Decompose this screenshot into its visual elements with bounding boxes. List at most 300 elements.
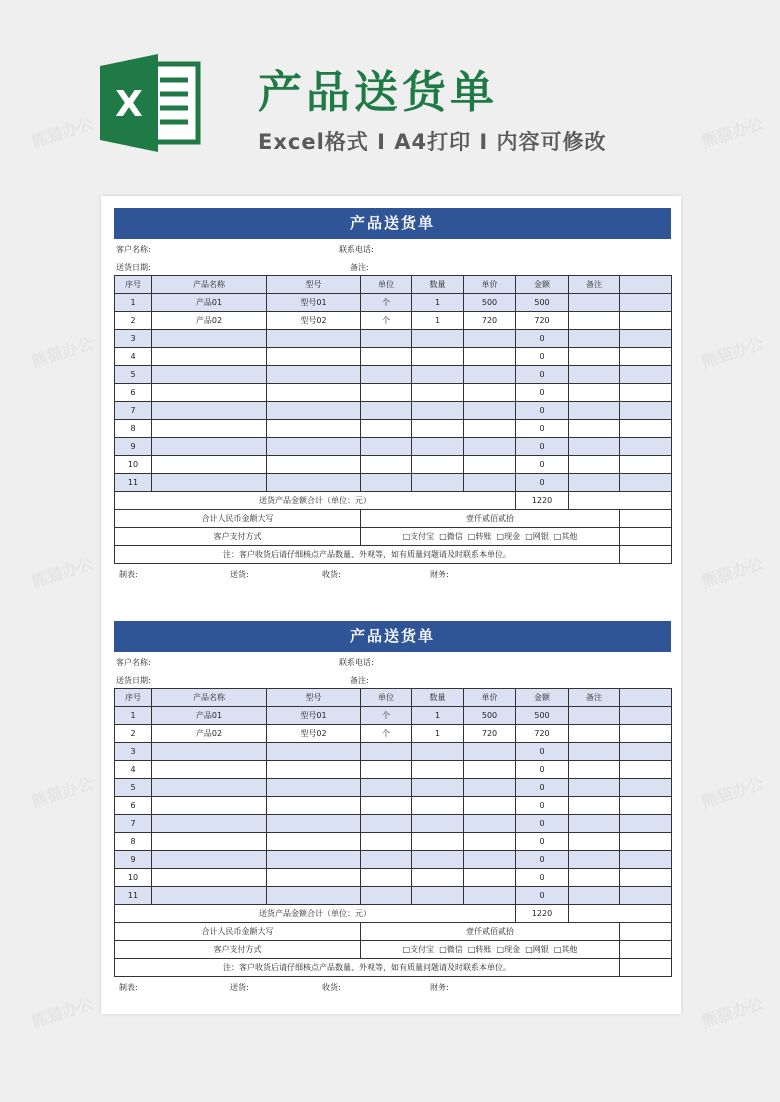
table-cell[interactable] xyxy=(267,348,361,366)
total-row xyxy=(115,492,672,510)
total-row xyxy=(115,905,672,923)
table-cell[interactable]: 1 xyxy=(412,707,464,725)
table-cell[interactable] xyxy=(361,474,412,492)
remark-label: 备注: xyxy=(350,676,369,685)
column-header: 数量 xyxy=(412,276,464,294)
column-header: 单价 xyxy=(464,689,516,707)
row-index-cell: 9 xyxy=(115,438,152,456)
note-text: 注：客户收货后请仔细核点产品数量、外观等，如有质量问题请及时联系本单位。 xyxy=(115,959,620,977)
form-title: 产品送货单 xyxy=(114,208,671,239)
table-cell[interactable] xyxy=(152,402,267,420)
table-row xyxy=(115,312,672,330)
table-cell[interactable] xyxy=(267,366,361,384)
table-cell[interactable] xyxy=(569,761,620,779)
table-row xyxy=(115,420,672,438)
table-cell[interactable] xyxy=(412,887,464,905)
table-cell[interactable] xyxy=(464,869,516,887)
table-cell[interactable] xyxy=(412,815,464,833)
watermark: 熊猫办公 xyxy=(28,113,96,152)
table-cell[interactable]: 0 xyxy=(516,348,569,366)
column-header: 备注 xyxy=(569,689,620,707)
table-cell[interactable] xyxy=(464,474,516,492)
table-cell[interactable] xyxy=(152,761,267,779)
delivery-note-2 xyxy=(114,621,671,994)
payment-option-cash[interactable]: □现金 xyxy=(496,532,521,541)
payment-row xyxy=(115,528,672,546)
receiver-label: 收货: xyxy=(322,983,341,992)
table-cell[interactable]: 500 xyxy=(464,294,516,312)
rmb-label: 合计人民币金额大写 xyxy=(115,923,361,941)
table-row xyxy=(115,743,672,761)
column-header: 单位 xyxy=(361,276,412,294)
table-cell[interactable] xyxy=(412,779,464,797)
watermark: 熊猫办公 xyxy=(698,333,766,372)
table-cell[interactable] xyxy=(267,779,361,797)
table-cell[interactable] xyxy=(464,420,516,438)
sender-label: 送货: xyxy=(230,983,249,992)
table-cell[interactable] xyxy=(620,887,672,905)
table-cell[interactable]: 个 xyxy=(361,707,412,725)
table-cell[interactable] xyxy=(267,384,361,402)
table-cell[interactable] xyxy=(464,779,516,797)
column-header xyxy=(620,689,672,707)
table-cell[interactable] xyxy=(361,330,412,348)
rmb-row xyxy=(115,510,672,528)
table-cell[interactable]: 个 xyxy=(361,725,412,743)
table-cell[interactable] xyxy=(620,438,672,456)
info-row xyxy=(114,670,671,688)
table-cell[interactable] xyxy=(267,851,361,869)
payment-label: 客户支付方式 xyxy=(115,941,361,959)
table-cell[interactable] xyxy=(152,420,267,438)
table-cell[interactable] xyxy=(569,330,620,348)
table-cell[interactable] xyxy=(620,725,672,743)
note-row xyxy=(115,546,672,564)
table-cell[interactable] xyxy=(620,779,672,797)
table-cell[interactable] xyxy=(361,384,412,402)
column-header: 单价 xyxy=(464,276,516,294)
customer-name-label: 客户名称: xyxy=(116,658,151,667)
table-cell[interactable] xyxy=(267,815,361,833)
payment-option-transfer[interactable]: □转账 xyxy=(467,532,492,541)
payment-options xyxy=(361,941,620,959)
table-cell[interactable] xyxy=(412,474,464,492)
column-header: 金额 xyxy=(516,689,569,707)
row-index-cell: 2 xyxy=(115,312,152,330)
table-row xyxy=(115,348,672,366)
table-cell[interactable]: 型号01 xyxy=(267,294,361,312)
table-cell[interactable] xyxy=(620,294,672,312)
signature-row xyxy=(114,977,671,994)
table-cell[interactable]: 0 xyxy=(516,366,569,384)
row-index-cell: 11 xyxy=(115,887,152,905)
table-cell[interactable]: 0 xyxy=(516,815,569,833)
table-cell[interactable] xyxy=(464,456,516,474)
table-cell[interactable] xyxy=(464,743,516,761)
table-cell[interactable]: 产品02 xyxy=(152,312,267,330)
table-cell[interactable] xyxy=(620,815,672,833)
signature-row xyxy=(114,564,671,581)
row-index-cell: 3 xyxy=(115,743,152,761)
table-cell[interactable] xyxy=(464,438,516,456)
table-header-row xyxy=(115,689,672,707)
table-cell[interactable] xyxy=(412,797,464,815)
table-cell[interactable]: 0 xyxy=(516,743,569,761)
product-table xyxy=(114,688,672,977)
table-cell[interactable]: 0 xyxy=(516,420,569,438)
table-cell[interactable] xyxy=(620,366,672,384)
table-cell[interactable] xyxy=(152,348,267,366)
table-cell[interactable] xyxy=(412,330,464,348)
table-cell[interactable]: 720 xyxy=(464,312,516,330)
row-index-cell: 10 xyxy=(115,869,152,887)
table-cell[interactable] xyxy=(412,366,464,384)
table-cell[interactable]: 0 xyxy=(516,456,569,474)
table-cell[interactable]: 1 xyxy=(412,312,464,330)
table-cell[interactable] xyxy=(361,348,412,366)
table-cell[interactable] xyxy=(569,743,620,761)
table-cell[interactable] xyxy=(464,887,516,905)
note-text: 注：客户收货后请仔细核点产品数量、外观等，如有质量问题请及时联系本单位。 xyxy=(115,546,620,564)
table-cell[interactable] xyxy=(569,348,620,366)
table-cell[interactable] xyxy=(412,761,464,779)
table-row xyxy=(115,851,672,869)
row-index-cell: 11 xyxy=(115,474,152,492)
table-cell[interactable] xyxy=(361,438,412,456)
table-cell[interactable]: 型号02 xyxy=(267,725,361,743)
table-cell[interactable]: 0 xyxy=(516,887,569,905)
rmb-value[interactable]: 壹仟贰佰贰拾 xyxy=(361,510,620,528)
info-row xyxy=(114,257,671,275)
table-cell[interactable] xyxy=(620,330,672,348)
table-row xyxy=(115,797,672,815)
table-cell[interactable] xyxy=(361,887,412,905)
table-cell[interactable] xyxy=(620,456,672,474)
watermark: 熊猫办公 xyxy=(28,333,96,372)
table-cell[interactable] xyxy=(152,851,267,869)
table-cell[interactable] xyxy=(620,833,672,851)
svg-text:X: X xyxy=(115,84,143,125)
table-cell[interactable] xyxy=(569,402,620,420)
table-cell[interactable] xyxy=(569,887,620,905)
payment-options xyxy=(361,528,620,546)
rmb-label: 合计人民币金额大写 xyxy=(115,510,361,528)
table-cell[interactable] xyxy=(569,833,620,851)
table-cell[interactable] xyxy=(152,797,267,815)
header xyxy=(0,0,780,190)
table-cell[interactable] xyxy=(267,420,361,438)
table-cell[interactable] xyxy=(464,384,516,402)
table-row xyxy=(115,456,672,474)
table-cell[interactable]: 型号02 xyxy=(267,312,361,330)
column-header: 金额 xyxy=(516,276,569,294)
table-cell[interactable]: 产品01 xyxy=(152,707,267,725)
table-cell[interactable]: 0 xyxy=(516,384,569,402)
table-cell[interactable] xyxy=(569,438,620,456)
payment-option-wechat[interactable]: □微信 xyxy=(439,532,463,541)
table-cell[interactable] xyxy=(361,456,412,474)
watermark: 熊猫办公 xyxy=(698,553,766,592)
table-cell[interactable] xyxy=(464,851,516,869)
table-cell[interactable]: 720 xyxy=(464,725,516,743)
row-index-cell: 2 xyxy=(115,725,152,743)
table-header-row xyxy=(115,276,672,294)
table-cell[interactable] xyxy=(620,707,672,725)
table-cell[interactable]: 1 xyxy=(412,725,464,743)
table-cell[interactable] xyxy=(412,420,464,438)
table-row xyxy=(115,779,672,797)
payment-option-other[interactable]: □其他 xyxy=(553,945,578,954)
table-cell[interactable] xyxy=(412,833,464,851)
excel-icon xyxy=(100,54,202,152)
contact-phone-label: 联系电话: xyxy=(339,245,374,254)
total-label: 送货产品金额合计（单位：元） xyxy=(115,905,516,923)
table-cell[interactable] xyxy=(152,743,267,761)
table-cell[interactable] xyxy=(569,725,620,743)
table-cell[interactable] xyxy=(620,348,672,366)
table-cell[interactable] xyxy=(152,438,267,456)
row-index-cell: 1 xyxy=(115,707,152,725)
table-row xyxy=(115,294,672,312)
table-row xyxy=(115,384,672,402)
table-cell[interactable] xyxy=(620,743,672,761)
table-cell[interactable] xyxy=(361,869,412,887)
table-cell[interactable] xyxy=(569,707,620,725)
watermark: 熊猫办公 xyxy=(28,773,96,812)
table-row xyxy=(115,330,672,348)
payment-option-cash[interactable]: □现金 xyxy=(496,945,521,954)
table-cell[interactable] xyxy=(412,851,464,869)
table-cell[interactable] xyxy=(569,851,620,869)
table-cell[interactable] xyxy=(152,456,267,474)
delivery-date-label: 送货日期: xyxy=(116,263,151,272)
maker-label: 制表: xyxy=(119,983,138,992)
table-cell[interactable] xyxy=(620,851,672,869)
table-cell[interactable] xyxy=(620,761,672,779)
payment-option-transfer[interactable]: □转账 xyxy=(467,945,492,954)
payment-option-alipay[interactable]: □支付宝 xyxy=(402,532,435,541)
watermark: 熊猫办公 xyxy=(698,773,766,812)
table-row xyxy=(115,725,672,743)
table-cell[interactable] xyxy=(569,384,620,402)
column-header: 产品名称 xyxy=(152,689,267,707)
table-cell[interactable] xyxy=(152,869,267,887)
table-cell[interactable]: 720 xyxy=(516,312,569,330)
table-cell[interactable] xyxy=(267,743,361,761)
table-cell[interactable]: 个 xyxy=(361,294,412,312)
contact-phone-label: 联系电话: xyxy=(339,658,374,667)
table-cell[interactable] xyxy=(361,743,412,761)
table-cell[interactable] xyxy=(464,797,516,815)
watermark: 熊猫办公 xyxy=(28,553,96,592)
table-cell[interactable] xyxy=(569,815,620,833)
table-cell[interactable] xyxy=(464,330,516,348)
table-cell[interactable] xyxy=(152,779,267,797)
table-cell[interactable] xyxy=(361,779,412,797)
table-row xyxy=(115,366,672,384)
table-cell[interactable]: 0 xyxy=(516,474,569,492)
maker-label: 制表: xyxy=(119,570,138,579)
column-header: 产品名称 xyxy=(152,276,267,294)
table-cell[interactable] xyxy=(569,366,620,384)
table-cell[interactable] xyxy=(267,402,361,420)
table-cell[interactable] xyxy=(267,887,361,905)
column-header: 备注 xyxy=(569,276,620,294)
table-cell[interactable] xyxy=(569,779,620,797)
row-index-cell: 8 xyxy=(115,420,152,438)
delivery-note-1 xyxy=(114,208,671,581)
table-cell[interactable]: 个 xyxy=(361,312,412,330)
table-cell[interactable] xyxy=(267,761,361,779)
table-cell[interactable] xyxy=(267,869,361,887)
payment-option-online-bank[interactable]: □网银 xyxy=(525,532,549,541)
table-cell[interactable] xyxy=(361,851,412,869)
table-cell[interactable] xyxy=(152,833,267,851)
table-cell[interactable]: 500 xyxy=(464,707,516,725)
table-cell[interactable] xyxy=(412,456,464,474)
row-index-cell: 9 xyxy=(115,851,152,869)
table-cell[interactable] xyxy=(152,474,267,492)
row-index-cell: 4 xyxy=(115,761,152,779)
table-cell[interactable]: 500 xyxy=(516,707,569,725)
table-cell[interactable] xyxy=(152,330,267,348)
table-cell[interactable] xyxy=(361,366,412,384)
table-cell[interactable] xyxy=(152,887,267,905)
note-row xyxy=(115,959,672,977)
table-cell[interactable] xyxy=(620,474,672,492)
info-row xyxy=(114,239,671,257)
table-cell[interactable]: 0 xyxy=(516,402,569,420)
remark-label: 备注: xyxy=(350,263,369,272)
table-cell[interactable]: 产品01 xyxy=(152,294,267,312)
table-row xyxy=(115,761,672,779)
customer-name-label: 客户名称: xyxy=(116,245,151,254)
total-value[interactable]: 1220 xyxy=(516,905,569,923)
table-cell[interactable] xyxy=(569,869,620,887)
table-cell[interactable] xyxy=(620,402,672,420)
product-table xyxy=(114,275,672,564)
table-cell[interactable]: 500 xyxy=(516,294,569,312)
table-cell[interactable] xyxy=(464,833,516,851)
table-cell[interactable] xyxy=(412,869,464,887)
table-cell[interactable] xyxy=(569,456,620,474)
table-cell[interactable]: 0 xyxy=(516,797,569,815)
table-cell[interactable]: 0 xyxy=(516,851,569,869)
cashier-label: 财务: xyxy=(430,983,449,992)
column-header: 型号 xyxy=(267,689,361,707)
table-cell[interactable]: 0 xyxy=(516,779,569,797)
table-cell[interactable] xyxy=(620,312,672,330)
table-cell[interactable] xyxy=(361,797,412,815)
table-cell[interactable]: 产品02 xyxy=(152,725,267,743)
column-header: 数量 xyxy=(412,689,464,707)
table-cell[interactable]: 0 xyxy=(516,869,569,887)
table-cell[interactable] xyxy=(267,833,361,851)
delivery-date-label: 送货日期: xyxy=(116,676,151,685)
table-cell[interactable] xyxy=(267,330,361,348)
payment-row xyxy=(115,941,672,959)
table-cell[interactable]: 720 xyxy=(516,725,569,743)
column-header: 序号 xyxy=(115,689,152,707)
table-cell[interactable] xyxy=(267,797,361,815)
table-cell[interactable] xyxy=(569,474,620,492)
table-cell[interactable] xyxy=(267,474,361,492)
receiver-label: 收货: xyxy=(322,570,341,579)
payment-option-online-bank[interactable]: □网银 xyxy=(525,945,549,954)
table-cell[interactable]: 0 xyxy=(516,330,569,348)
table-cell[interactable] xyxy=(620,797,672,815)
table-row xyxy=(115,402,672,420)
table-row xyxy=(115,887,672,905)
table-cell[interactable] xyxy=(267,456,361,474)
table-cell[interactable] xyxy=(152,384,267,402)
table-cell[interactable] xyxy=(620,420,672,438)
info-row xyxy=(114,652,671,670)
table-cell[interactable] xyxy=(464,761,516,779)
table-cell[interactable] xyxy=(152,366,267,384)
table-cell[interactable]: 0 xyxy=(516,761,569,779)
column-header: 型号 xyxy=(267,276,361,294)
row-index-cell: 1 xyxy=(115,294,152,312)
table-cell[interactable] xyxy=(361,761,412,779)
sender-label: 送货: xyxy=(230,570,249,579)
table-cell[interactable] xyxy=(361,402,412,420)
column-header: 序号 xyxy=(115,276,152,294)
table-cell[interactable] xyxy=(464,348,516,366)
table-cell[interactable] xyxy=(267,438,361,456)
table-cell[interactable] xyxy=(569,797,620,815)
rmb-value[interactable]: 壹仟贰佰贰拾 xyxy=(361,923,620,941)
table-cell[interactable] xyxy=(464,402,516,420)
total-label: 送货产品金额合计（单位：元） xyxy=(115,492,516,510)
form-title: 产品送货单 xyxy=(114,621,671,652)
table-cell[interactable] xyxy=(152,815,267,833)
table-cell[interactable] xyxy=(569,420,620,438)
column-header: 单位 xyxy=(361,689,412,707)
row-index-cell: 6 xyxy=(115,384,152,402)
document-sheet xyxy=(101,196,681,1014)
table-cell[interactable] xyxy=(412,348,464,366)
table-cell[interactable] xyxy=(464,366,516,384)
table-cell[interactable] xyxy=(412,384,464,402)
table-cell[interactable] xyxy=(569,312,620,330)
table-cell[interactable] xyxy=(464,815,516,833)
payment-option-other[interactable]: □其他 xyxy=(553,532,578,541)
row-index-cell: 7 xyxy=(115,402,152,420)
payment-option-wechat[interactable]: □微信 xyxy=(439,945,463,954)
table-cell[interactable]: 型号01 xyxy=(267,707,361,725)
table-cell[interactable] xyxy=(620,384,672,402)
table-row xyxy=(115,438,672,456)
cashier-label: 财务: xyxy=(430,570,449,579)
table-cell[interactable] xyxy=(569,294,620,312)
total-value[interactable]: 1220 xyxy=(516,492,569,510)
table-cell[interactable] xyxy=(361,833,412,851)
row-index-cell: 4 xyxy=(115,348,152,366)
row-index-cell: 5 xyxy=(115,366,152,384)
table-cell[interactable]: 0 xyxy=(516,438,569,456)
table-row xyxy=(115,869,672,887)
table-cell[interactable] xyxy=(412,743,464,761)
payment-option-alipay[interactable]: □支付宝 xyxy=(402,945,435,954)
table-cell[interactable] xyxy=(620,869,672,887)
table-cell[interactable]: 1 xyxy=(412,294,464,312)
table-cell[interactable] xyxy=(361,420,412,438)
table-cell[interactable]: 0 xyxy=(516,833,569,851)
table-cell[interactable] xyxy=(412,438,464,456)
table-cell[interactable] xyxy=(412,402,464,420)
table-cell[interactable] xyxy=(361,815,412,833)
